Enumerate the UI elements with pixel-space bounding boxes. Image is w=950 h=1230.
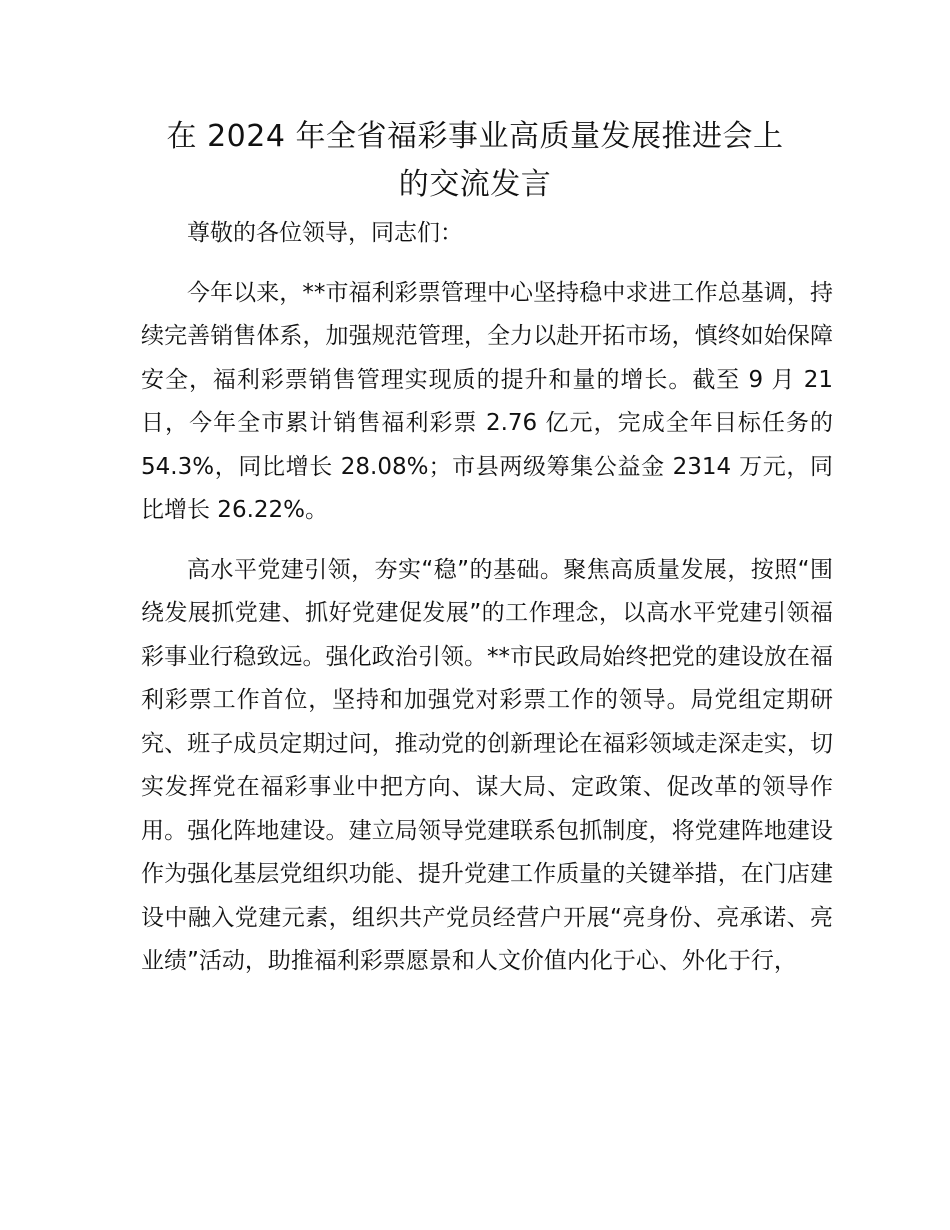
document-body — [141, 212, 833, 984]
salutation: 尊敬的各位领导，同志们： — [187, 220, 463, 246]
title-line-1: 在 2024 年全省福彩事业高质量发展推进会上 — [166, 119, 784, 154]
title-line-2: 的交流发言 — [398, 167, 552, 202]
paragraph-party-building: 高水平党建引领，夯实“稳”的基础。聚焦高质量发展，按照“围绕发展抓党建、抓好党建促发展”的工作理念，以高水平党建引领福彩事业行稳致远。强化政治引领。**市民政局始终把党的建设放在福利彩票工作首位，坚持和加强党对彩票工作的领导。局党组定期研究、班子成员定期过问，推动党的创新理论在福彩领域走深走实，切实发挥党在福彩事业中把方向、谋大局、定政策、促改革的领导作用。强化阵地建设。建立局领导党建联系包抓制度，将党建阵地建设作为强化基层党组织功能、提升党建工作质量的关键举措，在门店建设中融入党建元素，组织共产党员经营户开展“亮身份、亮承诺、亮业绩”活动，助推福利彩票愿景和人文价值内化于心、外化于行， — [141, 556, 833, 974]
paragraph-intro: 今年以来，**市福利彩票管理中心坚持稳中求进工作总基调，持续完善销售体系，加强规范管理，全力以赴开拓市场，慎终如始保障安全，福利彩票销售管理实现质的提升和量的增长。截至 9 月 21 日，今年全市累计销售福利彩票 2.76 亿元，完成全年目标任务的 54.3%，同比增长 28.08%；市县两级筹集公益金 2314 万元，同比增长 26.22%。 — [141, 279, 833, 523]
document-title — [140, 113, 810, 209]
